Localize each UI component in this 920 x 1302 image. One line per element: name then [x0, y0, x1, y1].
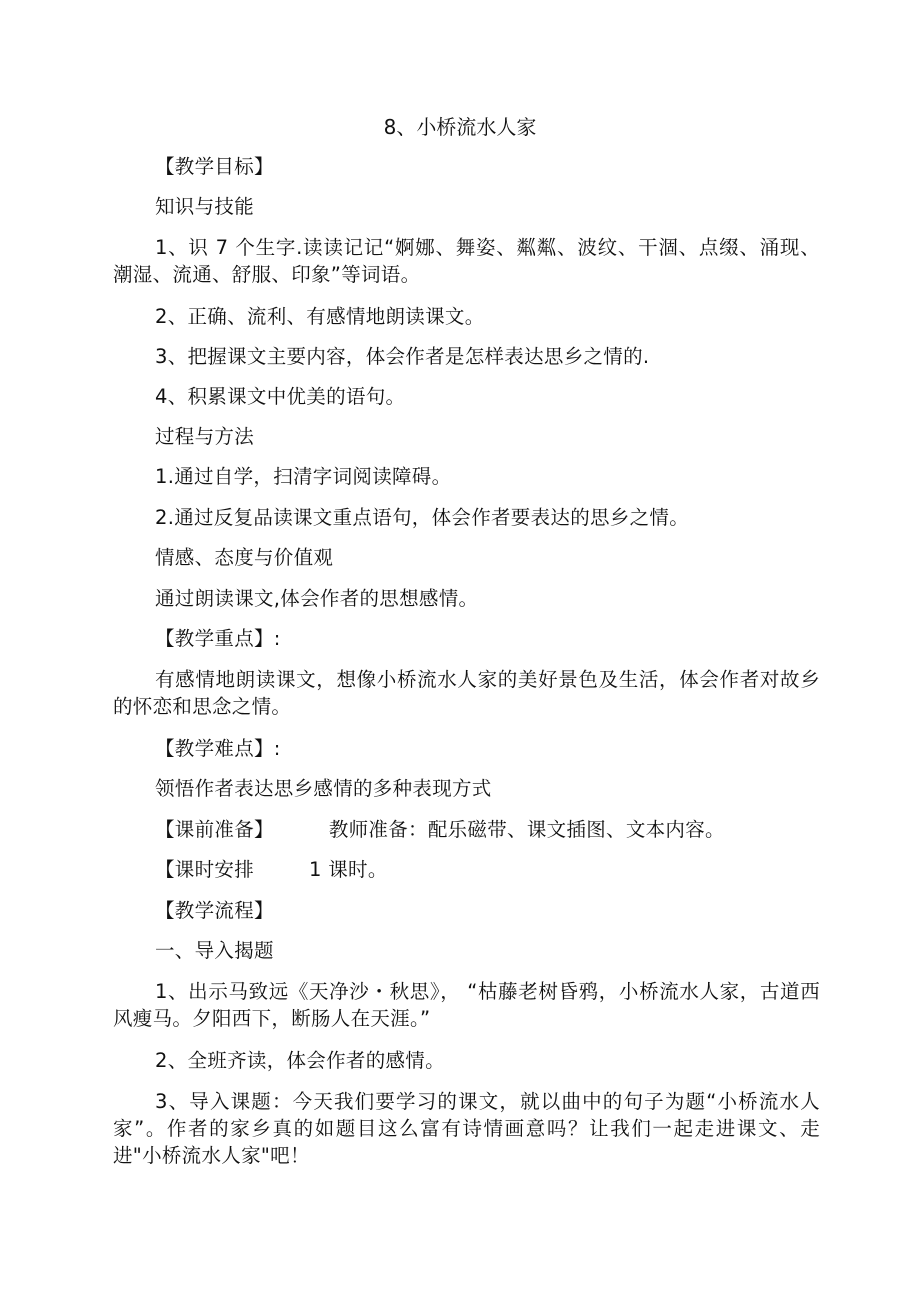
goal-2: 2、正确、流利、有感情地朗读课文。	[155, 305, 485, 328]
method-2: 2.通过反复品读课文重点语句，体会作者要表达的思乡之情。	[155, 506, 690, 529]
section-1-heading: 一、导入揭题	[155, 939, 274, 962]
prep-label: 【课前准备】	[155, 818, 274, 841]
schedule-label: 【课时安排	[155, 858, 255, 881]
step-3: 3、导入课题：今天我们要学习的课文，就以曲中的句子为题“小桥流水人家”。作者的家乡真的如题目这么富有诗情画意吗？让我们一起走进课文、走进"小桥流水人家"吧！	[113, 1090, 820, 1167]
goal-1: 1、识 7 个生字.读读记记“婀娜、舞姿、粼粼、波纹、干涸、点缀、涌现、潮湿、流通、舒服、印象”等词语。	[113, 236, 820, 286]
key-points-text: 有感情地朗读课文，想像小桥流水人家的美好景色及生活，体会作者对故乡的怀恋和思念之情。	[113, 668, 820, 718]
emotion-values-heading: 情感、态度与价值观	[155, 546, 334, 569]
goal-3: 3、把握课文主要内容，体会作者是怎样表达思乡之情的.	[155, 345, 650, 368]
prep-text: 教师准备：配乐磁带、课文插图、文本内容。	[328, 818, 725, 841]
goal-4: 4、积累课文中优美的语句。	[155, 385, 406, 408]
schedule-row	[155, 856, 823, 883]
process-methods-heading: 过程与方法	[155, 425, 255, 448]
difficulty-heading: 【教学难点】:	[155, 737, 281, 760]
key-points-heading: 【教学重点】:	[155, 627, 281, 650]
flow-heading: 【教学流程】	[155, 899, 274, 922]
schedule-text: 1 课时。	[309, 858, 388, 881]
prep-row	[155, 816, 823, 843]
teaching-goals-heading: 【教学目标】	[155, 155, 274, 178]
step-1: 1、出示马致远《天净沙・秋思》， “枯藤老树昏鸦，小桥流水人家，古道西风瘦马。夕阳西下，断肠人在天涯。”	[113, 980, 820, 1030]
difficulty-text: 领悟作者表达思乡感情的多种表现方式	[155, 777, 492, 800]
lesson-title: 8、小桥流水人家	[383, 115, 537, 139]
emotion-text: 通过朗读课文,体会作者的思想感情。	[155, 587, 479, 610]
step-2: 2、全班齐读，体会作者的感情。	[155, 1049, 445, 1072]
knowledge-skills-heading: 知识与技能	[155, 195, 255, 218]
method-1: 1.通过自学，扫清字词阅读障碍。	[155, 465, 452, 488]
